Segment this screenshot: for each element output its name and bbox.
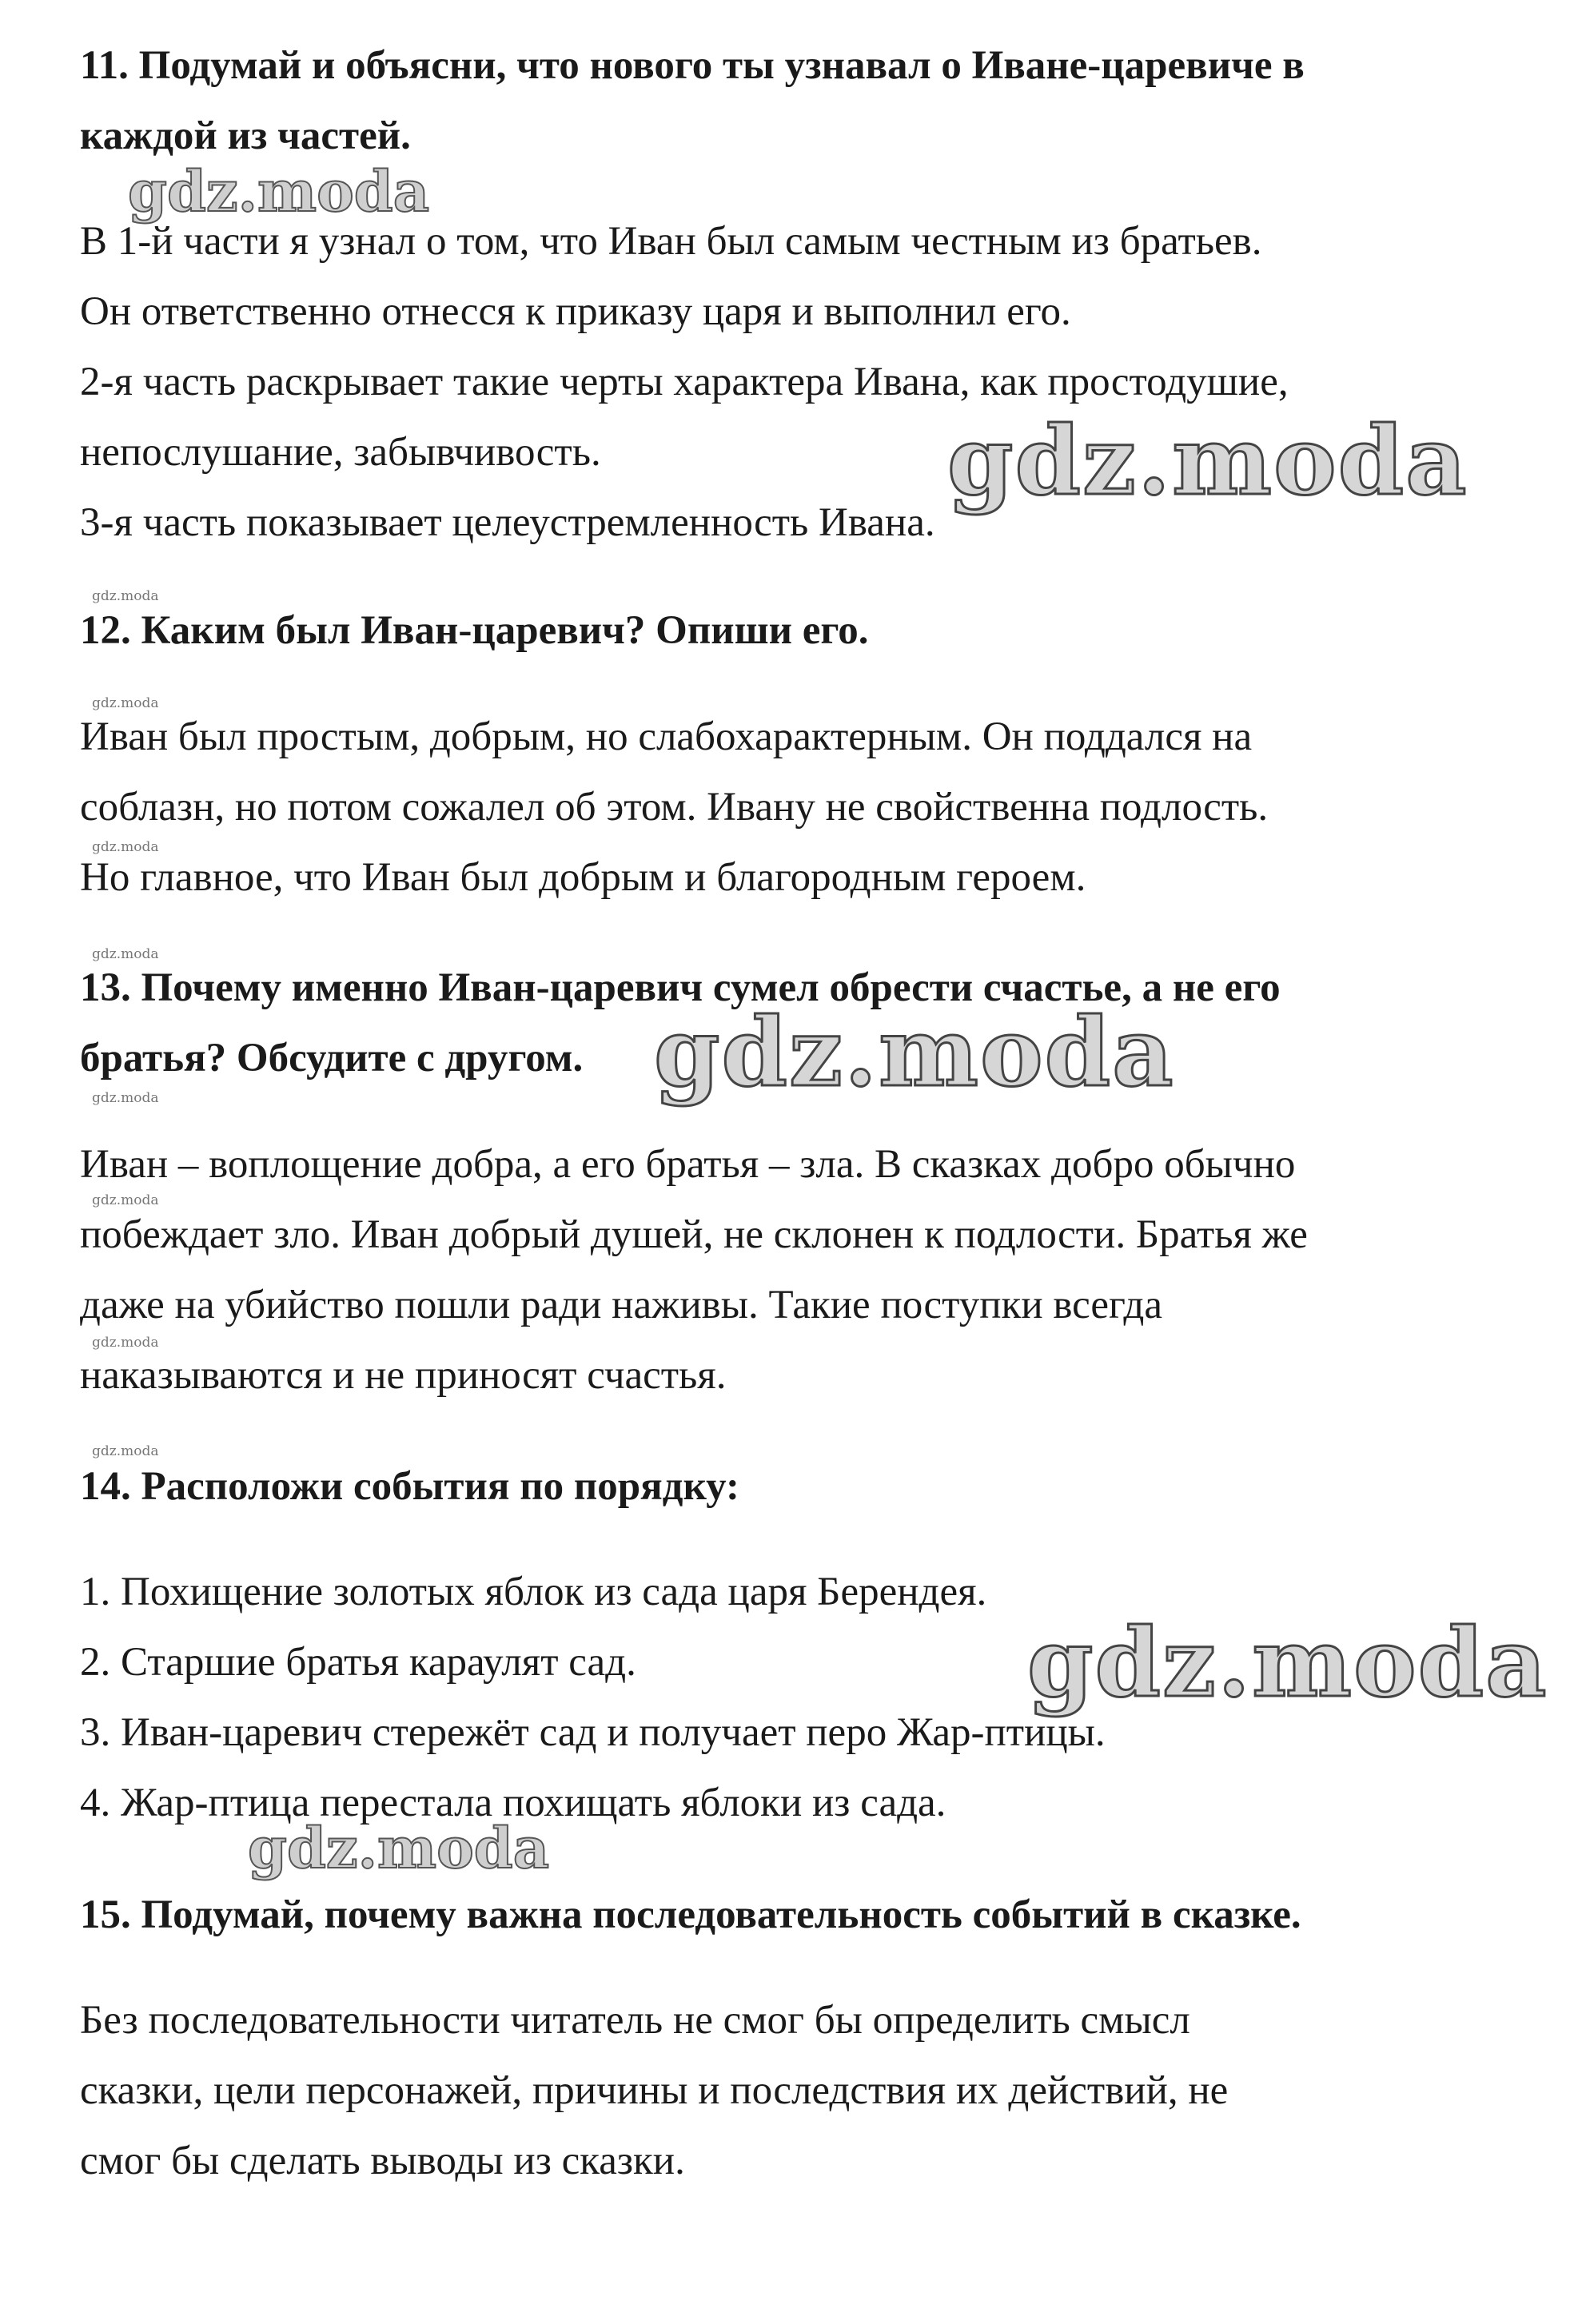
answer-13 (80, 1129, 1535, 1411)
watermark-small: gdz.moda (92, 839, 159, 855)
answer-line: Иван был простым, добрым, но слабохарактерным. Он поддался на (80, 714, 1253, 759)
watermark-small: gdz.moda (92, 588, 159, 604)
watermark: gdz.moda (128, 158, 430, 225)
answer-line: Без последовательности читатель не смог бы определить смысл (80, 1998, 1190, 2043)
answer-line: Он ответственно отнесся к приказу царя и выполнил его. (80, 289, 1071, 334)
answer-line: Иван – воплощение добра, а его братья – зла. В сказках добро обычно (80, 1142, 1296, 1187)
answer-line: смог бы сделать выводы из сказки. (80, 2139, 685, 2183)
watermark: gdz.moda (654, 997, 1175, 1108)
list-item: 4. Жар-птица перестала похищать яблоки из сада. (80, 1781, 946, 1825)
answer-line: 3-я часть показывает целеустремленность Ивана. (80, 500, 935, 545)
heading-line: 12. Каким был Иван-царевич? Опиши его. (80, 608, 869, 653)
watermark-small: gdz.moda (92, 695, 159, 711)
question-15-heading (80, 1880, 1519, 1950)
answer-line: наказываются и не приносят счастья. (80, 1353, 727, 1398)
list-item: 2. Старшие братья караулят сад. (80, 1640, 636, 1685)
answer-line: Но главное, что Иван был добрым и благородным героем. (80, 855, 1086, 900)
heading-line: 14. Расположи события по порядку: (80, 1464, 739, 1509)
question-14-heading (80, 1451, 1519, 1522)
heading-line: 11. Подумай и объясни, что нового ты узнавал о Иване-царевиче в (80, 43, 1305, 88)
list-item: 3. Иван-царевич стережёт сад и получает перо Жар-птицы. (80, 1710, 1106, 1755)
answer-11 (80, 206, 1535, 558)
watermark-small: gdz.moda (92, 1090, 159, 1106)
answer-line: соблазн, но потом сожалел об этом. Ивану не свойственна подлость. (80, 785, 1269, 830)
watermark: gdz.moda (248, 1815, 550, 1881)
answer-line: даже на убийство пошли ради наживы. Такие поступки всегда (80, 1283, 1163, 1327)
answer-12 (80, 702, 1535, 913)
watermark-small: gdz.moda (92, 1335, 159, 1351)
answer-line: сказки, цели персонажей, причины и последствия их действий, не (80, 2068, 1229, 2113)
watermark: gdz.moda (947, 405, 1468, 516)
answer-line: 2-я часть раскрывает такие черты характера Ивана, как простодушие, (80, 360, 1289, 404)
heading-line: каждой из частей. (80, 113, 411, 158)
watermark: gdz.moda (1027, 1607, 1548, 1718)
question-11-heading (80, 30, 1519, 171)
watermark-small: gdz.moda (92, 1443, 159, 1459)
question-13-heading (80, 953, 1519, 1093)
list-item: 1. Похищение золотых яблок из сада царя Берендея. (80, 1570, 987, 1614)
heading-line: братья? Обсудите с другом. (80, 1036, 584, 1080)
answer-15 (80, 1985, 1535, 2196)
question-12-heading (80, 595, 1519, 666)
heading-line: 13. Почему именно Иван-царевич сумел обрести счастье, а не его (80, 965, 1281, 1010)
answer-line: В 1-й части я узнал о том, что Иван был самым честным из братьев. (80, 219, 1262, 264)
watermark-small: gdz.moda (92, 946, 159, 962)
answer-14-list (80, 1557, 1535, 1838)
watermark-small: gdz.moda (92, 1192, 159, 1208)
answer-line: побеждает зло. Иван добрый душей, не склонен к подлости. Братья же (80, 1212, 1308, 1257)
answer-line: непослушание, забывчивость. (80, 430, 601, 475)
heading-line: 15. Подумай, почему важна последовательность событий в сказке. (80, 1892, 1301, 1937)
